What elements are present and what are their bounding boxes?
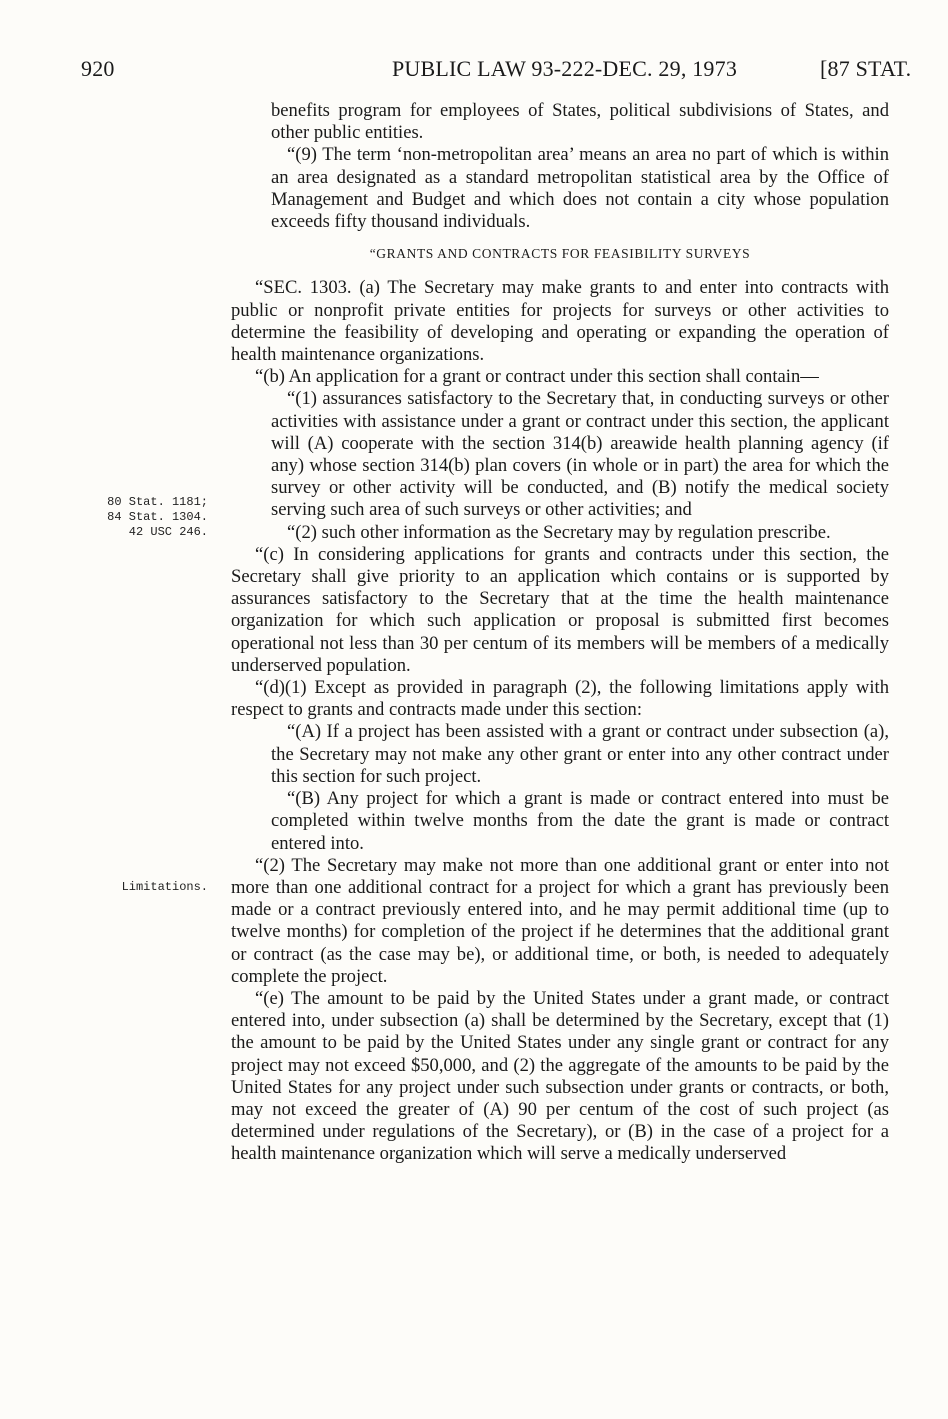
margin-limitations-note: Limitations. xyxy=(121,880,208,894)
paragraph: “(1) assurances satisfactory to the Secretary that, in conducting surveys or other activities with assistance under a grant or contract under this section, the applicant will (A) cooperate with the section 314(b) areawide health planning agency (if any) whose section 314(b) plan covers (in whole or in part) the area for which the survey or other activity will be conducted, and (B) notify the medical society serving such area of such surveys or other activities; and xyxy=(271,388,889,521)
page-title: PUBLIC LAW 93-222-DEC. 29, 1973 xyxy=(392,56,738,81)
section-text: (a) The Secretary may make grants to and enter into contracts with public or nonprofit private entities for projects for surveys or other activities to determine the feasibility of developing and operating or expanding the operation of health maintenance organizations. xyxy=(231,277,889,366)
body-text xyxy=(231,100,889,1166)
paragraph: “(c) In considering applications for grants and contracts under this section, the Secretary shall give priority to an application which contains or is supported by assurances satisfactory to the Secretary that at the time the health maintenance organization for which such application or proposal is submitted first becomes operational not less than 30 per centum of its members will be members of a medically underserved population. xyxy=(231,543,889,676)
page-number: 920 xyxy=(81,56,115,81)
paragraph: “(b) An application for a grant or contract under this section shall contain— xyxy=(255,366,819,388)
stat-reference: [87 STAT. xyxy=(820,56,912,81)
paragraph: “(B) Any project for which a grant is made or contract entered into must be completed within twelve months from the date the grant is made or contract entered into. xyxy=(271,788,889,854)
section-label: “SEC. 1303. xyxy=(255,277,352,299)
paragraph xyxy=(231,277,889,366)
section-heading: “GRANTS AND CONTRACTS FOR FEASIBILITY SURVEYS xyxy=(369,246,751,262)
margin-citation-note xyxy=(58,495,208,540)
paragraph: “(9) The term ‘non-metropolitan area’ means an area no part of which is within an area designated as a standard metropolitan statistical area by the Office of Management and Budget and which does not contain a city whose population exceeds fifty thousand individuals. xyxy=(271,144,889,233)
paragraph: “(2) The Secretary may make not more than one additional grant or enter into not more than one additional contract for a project for which a grant has previously been made or a contract previously entered into, and he may permit additional time (up to twelve months) for completion of the project if he determines that the additional grant or contract (as the case may be), or additional time, or both, is needed to adequately complete the project. xyxy=(231,854,889,987)
margin-citation-line: 84 Stat. 1304. xyxy=(107,510,208,524)
margin-citation-line: 80 Stat. 1181; xyxy=(107,495,208,509)
paragraph: “(e) The amount to be paid by the United States under a grant made, or contract entered into, under subsection (a) shall be determined by the Secretary, except that (1) the amount to be paid by the United States under any single grant or contract for any project may not exceed $50,000, and (2) the aggregate of the amounts to be paid by the United States for any project under such subsection under grants or contracts, or both, may not exceed the greater of (A) 90 per centum of the cost of such project (as determined under regulations of the Secretary), or (B) in the case of a project for a health maintenance organization which will serve a medically underserved xyxy=(231,987,889,1165)
paragraph: “(A) If a project has been assisted with a grant or contract under subsection (a), the Secretary may not make any other grant or enter into any other contract under this section for such project. xyxy=(271,721,889,787)
margin-citation-line: 42 USC 246. xyxy=(128,525,208,539)
paragraph: benefits program for employees of States, political subdivisions of States, and other public entities. xyxy=(271,100,889,144)
paragraph: “(d)(1) Except as provided in paragraph (2), the following limitations apply with respect to grants and contracts made under this section: xyxy=(231,677,889,721)
paragraph: “(2) such other information as the Secretary may by regulation prescribe. xyxy=(287,521,831,543)
